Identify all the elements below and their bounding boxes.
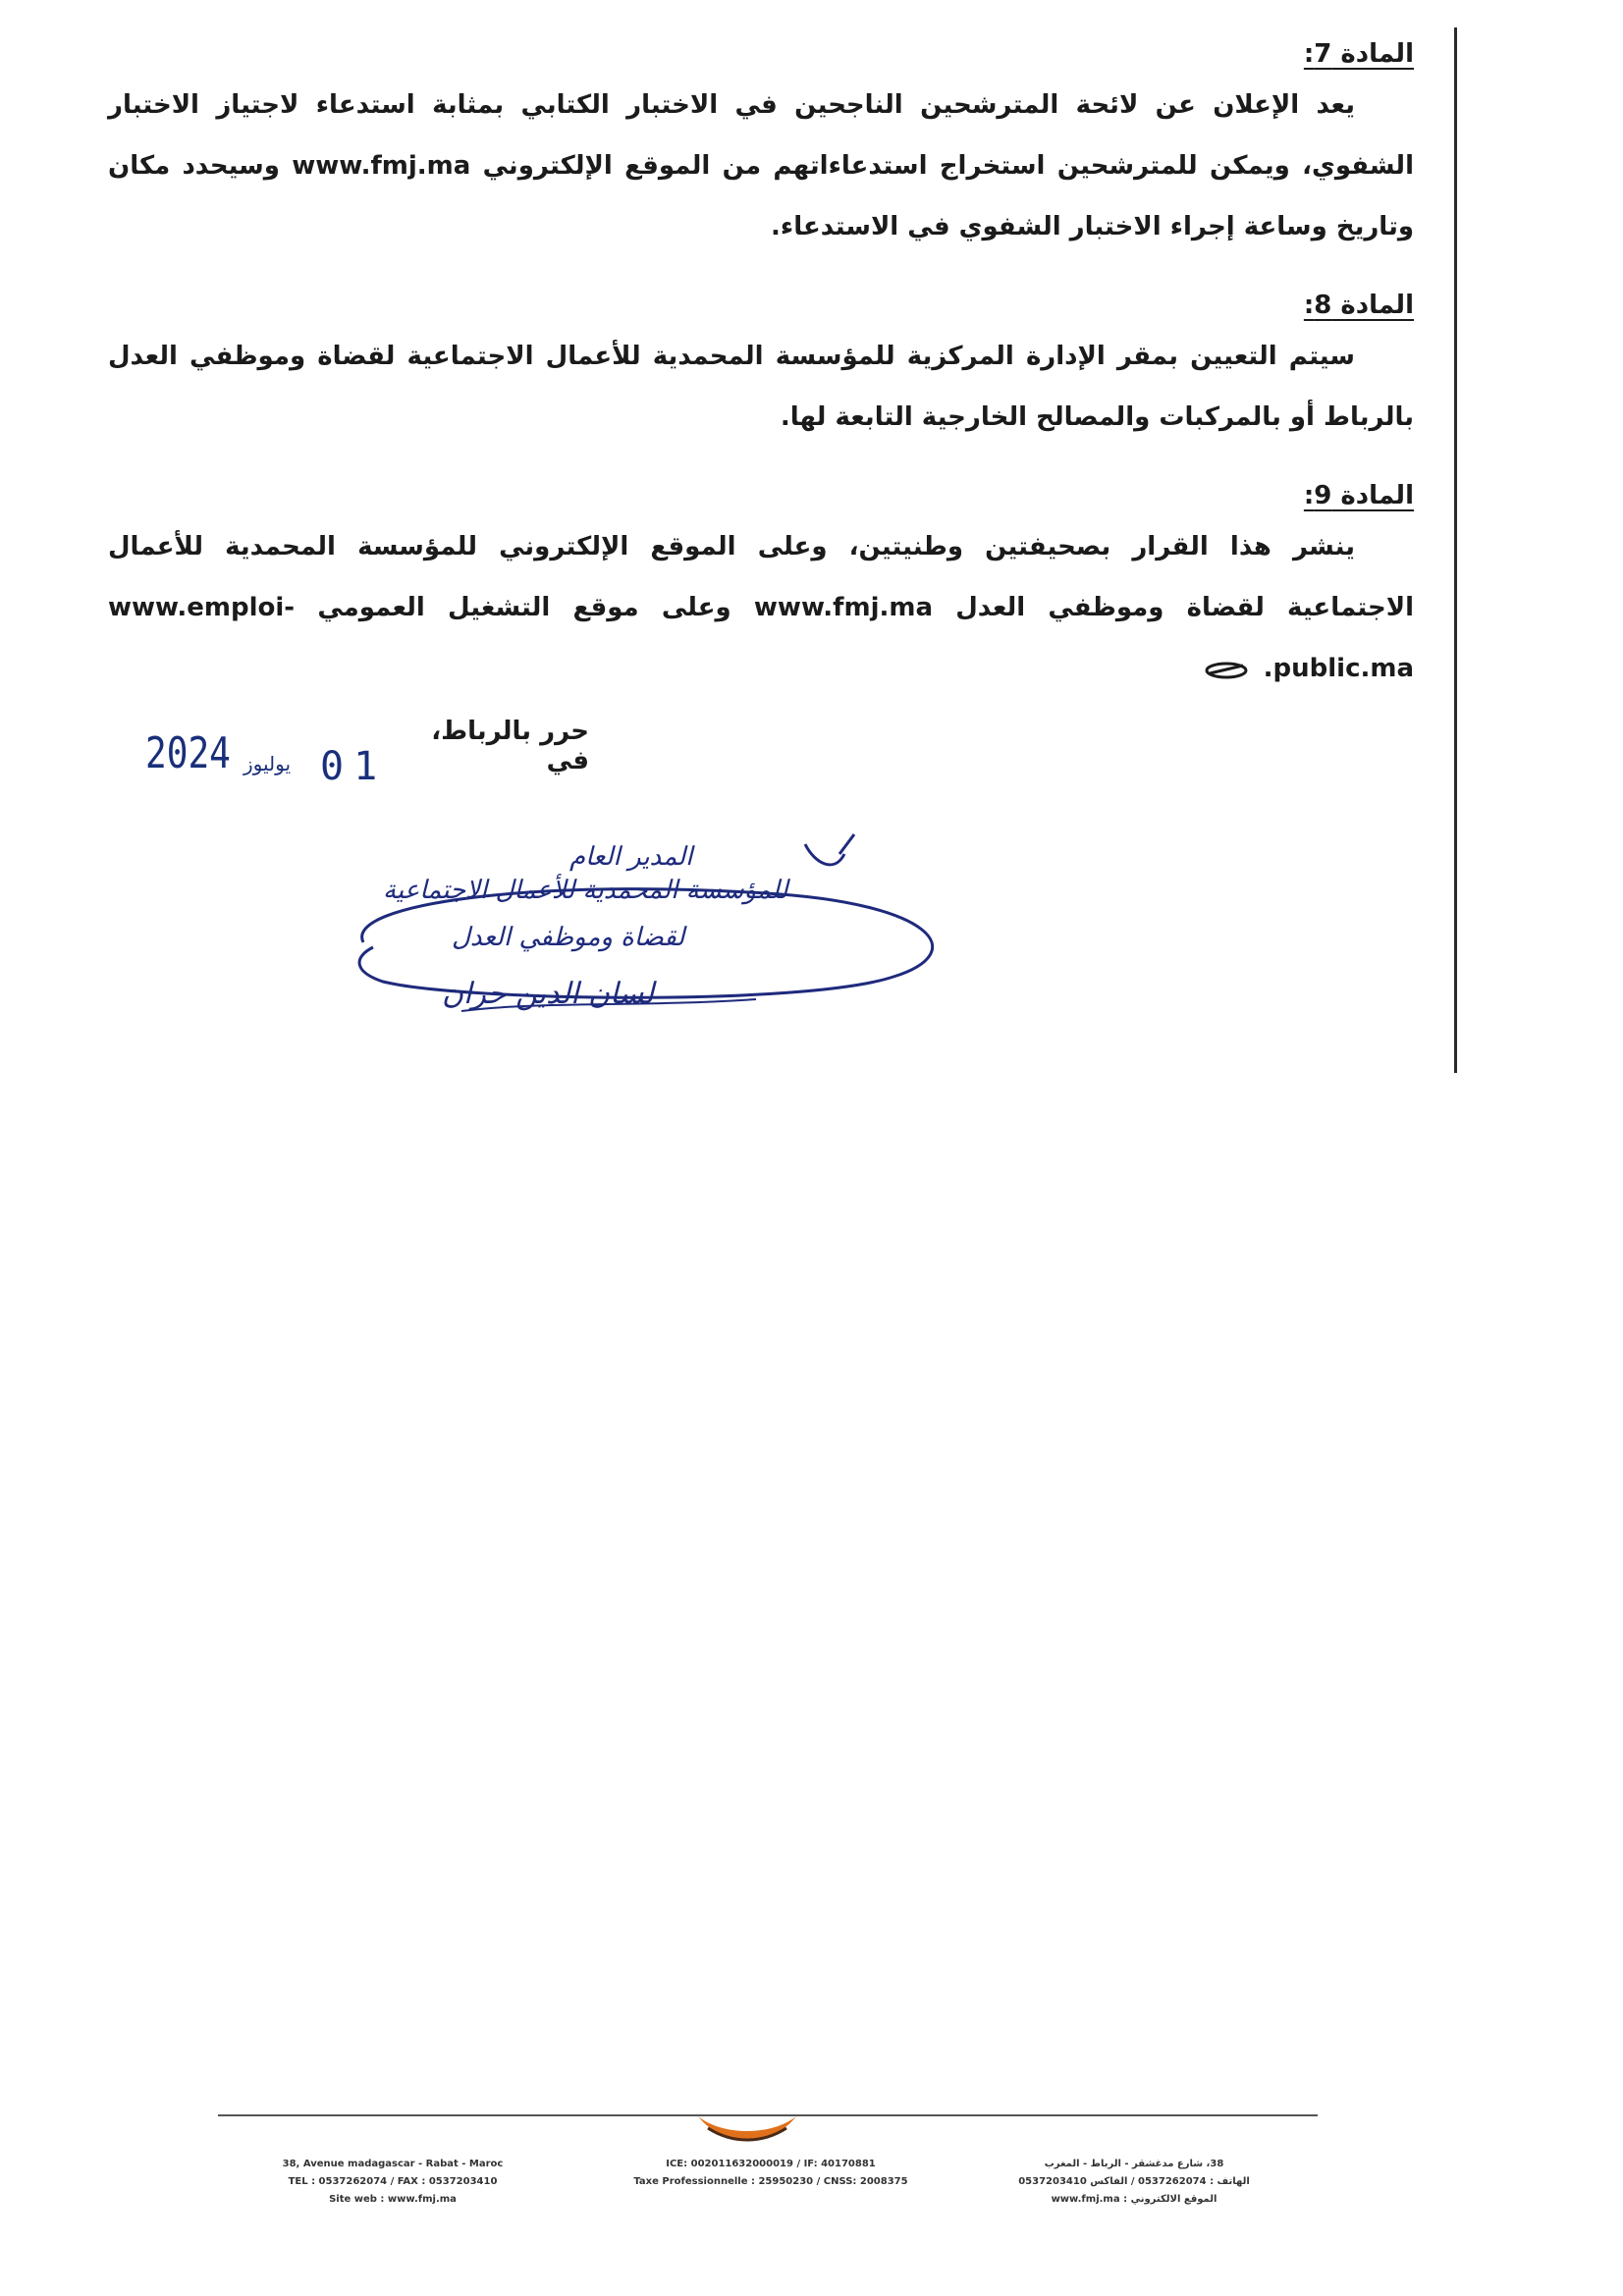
article-7 xyxy=(108,39,1414,257)
article-9-title: المادة 9: xyxy=(1303,481,1414,510)
footer-left-line: TEL : 0537262074 / FAX : 0537203410 xyxy=(288,2176,498,2187)
article-7-url: www.fmj.ma xyxy=(292,151,471,181)
footer-address-latin xyxy=(265,2156,520,2209)
date-year: 2024 xyxy=(145,728,231,778)
footer-left-line: Site web : www.fmj.ma xyxy=(329,2194,457,2205)
article-8 xyxy=(108,291,1414,448)
article-9-text-part2: وعلى موقع التشغيل العمومي xyxy=(317,593,731,622)
date-day: 01 xyxy=(320,744,388,789)
article-7-text-after-url: وسيحدد مكان وتاريخ وساعة إجراء الاختبار الشفوي في الاستدعاء. xyxy=(108,151,1414,241)
margin-rule xyxy=(1454,27,1457,1073)
fmj-logo-icon xyxy=(693,2109,801,2148)
article-9-text xyxy=(108,516,1414,699)
footer-right-line: الهاتف : 0537262074 / الفاكس 0537203410 xyxy=(1018,2176,1250,2187)
document-body xyxy=(108,39,1414,732)
signature-line-institution: للمؤسسة المحمدية للأعمال الاجتماعية xyxy=(383,876,788,905)
date-month: يوليوز xyxy=(243,752,292,775)
footer-center-line: Taxe Professionnelle : 25950230 / CNSS: 2008375 xyxy=(633,2176,908,2187)
article-7-text-before-url: يعد الإعلان عن لائحة المترشحين الناجحين في الاختبار الكتابي بمثابة استدعاء لاجتياز الاختبار الشفوي، ويمكن للمترشحين استخراج استدعاءاتهم من الموقع الإلكتروني xyxy=(108,90,1414,181)
footer-right-line: الموقع الالكتروني : www.fmj.ma xyxy=(1051,2194,1217,2205)
article-9-end-mark: . xyxy=(1263,654,1273,683)
footer-registration xyxy=(609,2156,933,2191)
article-9-url2: www.emploi-public.ma xyxy=(108,593,1414,683)
article-7-text xyxy=(108,75,1414,257)
signature-line-name: لسان الدين حران xyxy=(442,977,655,1011)
article-8-title: المادة 8: xyxy=(1303,291,1414,320)
article-7-title: المادة 7: xyxy=(1303,39,1414,69)
pen-mark-icon xyxy=(1204,660,1249,679)
article-9-text-part1: ينشر هذا القرار بصحيفتين وطنيتين، وعلى الموقع الإلكتروني للمؤسسة المحمدية للأعمال الاجتماعية لقضاة وموظفي العدل xyxy=(108,532,1415,622)
footer-center-line: ICE: 002011632000019 / IF: 40170881 xyxy=(666,2159,876,2169)
article-8-text: سيتم التعيين بمقر الإدارة المركزية للمؤسسة المحمدية للأعمال الاجتماعية لقضاة وموظفي العدل بالرباط أو بالمركبات والمصالح الخارجية التابعة لها. xyxy=(108,342,1414,432)
signature-line-title: المدير العام xyxy=(569,842,693,872)
signature-line-beneficiaries: لقضاة وموظفي العدل xyxy=(452,923,685,952)
place-label: حرر بالرباط، في xyxy=(431,717,589,775)
signature-block xyxy=(344,825,952,1050)
date-stamp xyxy=(145,728,391,797)
article-9-url1: www.fmj.ma xyxy=(753,593,934,622)
footer-left-line: 38, Avenue madagascar - Rabat - Maroc xyxy=(282,2159,504,2169)
footer-address-arabic xyxy=(1001,2156,1267,2209)
article-9 xyxy=(108,481,1414,699)
footer-right-line: 38، شارع مدغشقر - الرباط - المغرب xyxy=(1044,2159,1224,2169)
